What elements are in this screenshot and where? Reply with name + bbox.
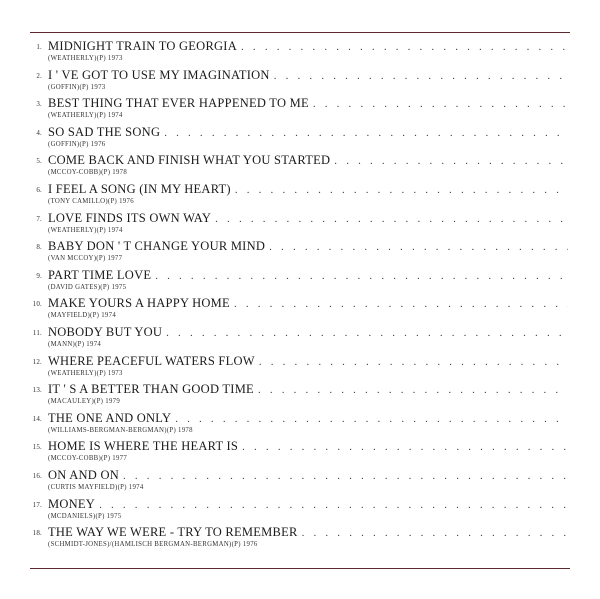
dot-leader <box>259 355 568 369</box>
dot-leader <box>234 297 568 311</box>
track-number: 9. <box>36 271 42 280</box>
track-title-line <box>48 324 568 340</box>
track-row <box>0 381 600 410</box>
dot-leader <box>302 526 568 540</box>
dot-leader <box>215 212 568 226</box>
dot-leader <box>258 383 568 397</box>
track-title: THE ONE AND ONLY <box>48 410 172 425</box>
track-title: BABY DON ' T CHANGE YOUR MIND <box>48 239 266 254</box>
dot-leader <box>123 469 568 483</box>
track-title: PART TIME LOVE <box>48 267 152 282</box>
track-title: LOVE FINDS ITS OWN WAY <box>48 210 212 225</box>
track-credit: (VAN MCCOY)(P) 1977 <box>48 255 123 263</box>
track-title: THE WAY WE WERE - TRY TO REMEMBER <box>48 525 298 540</box>
track-row <box>0 295 600 324</box>
track-title-line <box>48 353 568 369</box>
track-title-line <box>48 152 568 168</box>
track-credit: (MACAULEY)(P) 1979 <box>48 398 121 406</box>
track-credit: (MCDANIELS)(P) 1975 <box>48 512 122 520</box>
track-credit: (TONY CAMILLO)(P) 1976 <box>48 197 134 205</box>
track-number: 15. <box>32 443 42 452</box>
dot-leader <box>175 412 568 426</box>
track-credit: (GOFFIN)(P) 1976 <box>48 140 106 148</box>
track-title-line <box>48 267 568 283</box>
track-row <box>0 38 600 67</box>
track-title: MONEY <box>48 496 96 511</box>
dot-leader <box>241 40 568 54</box>
track-number: 2. <box>36 71 42 80</box>
track-credit: (WEATHERLY)(P) 1974 <box>48 112 123 120</box>
track-title: SO SAD THE SONG <box>48 124 161 139</box>
track-credit: (WEATHERLY)(P) 1974 <box>48 226 123 234</box>
track-number: 10. <box>32 300 42 309</box>
track-number: 11. <box>32 328 42 337</box>
track-title-line <box>48 381 568 397</box>
track-title: NOBODY BUT YOU <box>48 324 163 339</box>
track-title: I FEEL A SONG (IN MY HEART) <box>48 181 231 196</box>
track-credit: (SCHMIDT-JONES)/(HAMLISCH BERGMAN-BERGMAN)(P) 1976 <box>48 541 258 549</box>
track-number: 4. <box>36 128 42 137</box>
track-title-line <box>48 295 568 311</box>
track-number: 12. <box>32 357 42 366</box>
track-row <box>0 324 600 353</box>
track-title: IT ' S A BETTER THAN GOOD TIME <box>48 382 254 397</box>
dot-leader <box>334 154 568 168</box>
track-title: MIDNIGHT TRAIN TO GEORGIA <box>48 39 238 53</box>
track-title: MAKE YOURS A HAPPY HOME <box>48 296 230 311</box>
track-title: COME BACK AND FINISH WHAT YOU STARTED <box>48 153 331 168</box>
bottom-rule <box>30 568 570 569</box>
track-credit: (MCCOY-COBB)(P) 1978 <box>48 169 128 177</box>
dot-leader <box>313 97 568 111</box>
track-title: WHERE PEACEFUL WATERS FLOW <box>48 353 255 368</box>
track-number: 18. <box>32 529 42 538</box>
track-number: 3. <box>36 100 42 109</box>
track-credit: (WEATHERLY)(P) 1973 <box>48 369 123 377</box>
track-row <box>0 267 600 296</box>
dot-leader <box>155 269 568 283</box>
track-title-line <box>48 95 568 111</box>
track-title-line <box>48 238 568 254</box>
dot-leader <box>99 498 568 512</box>
track-number: 13. <box>32 386 42 395</box>
dot-leader <box>274 69 568 83</box>
dot-leader <box>269 240 568 254</box>
track-row <box>0 181 600 210</box>
track-number: 8. <box>36 243 42 252</box>
track-row <box>0 238 600 267</box>
track-title: ON AND ON <box>48 467 119 482</box>
top-rule <box>30 32 570 33</box>
track-title: I ' VE GOT TO USE MY IMAGINATION <box>48 67 270 82</box>
track-row <box>0 524 600 553</box>
track-title-line <box>48 210 568 226</box>
track-number: 16. <box>32 471 42 480</box>
track-title-line <box>48 496 568 512</box>
track-title-line <box>48 38 568 54</box>
track-title-line <box>48 67 568 83</box>
track-row <box>0 152 600 181</box>
track-row <box>0 438 600 467</box>
track-row <box>0 67 600 96</box>
track-list <box>0 38 600 553</box>
track-title: BEST THING THAT EVER HAPPENED TO ME <box>48 96 309 111</box>
track-title-line <box>48 410 568 426</box>
track-credit: (WEATHERLY)(P) 1973 <box>48 55 123 62</box>
dot-leader <box>164 126 568 140</box>
track-row <box>0 210 600 239</box>
dot-leader <box>166 326 568 340</box>
track-title-line <box>48 438 568 454</box>
track-number: 5. <box>36 157 42 166</box>
track-number: 1. <box>36 43 42 51</box>
track-title: HOME IS WHERE THE HEART IS <box>48 439 239 454</box>
track-credit: (GOFFIN)(P) 1973 <box>48 83 106 91</box>
track-title-line <box>48 524 568 540</box>
track-row <box>0 95 600 124</box>
track-credit: (MAYFIELD)(P) 1974 <box>48 312 117 320</box>
track-number: 7. <box>36 214 42 223</box>
track-row <box>0 496 600 525</box>
track-credit: (MCCOY-COBB)(P) 1977 <box>48 455 128 463</box>
track-title-line <box>48 467 568 483</box>
track-title-line <box>48 181 568 197</box>
track-title-line <box>48 124 568 140</box>
track-row <box>0 410 600 439</box>
track-credit: (WILLIAMS-BERGMAN-BERGMAN)(P) 1978 <box>48 426 193 434</box>
track-number: 6. <box>36 185 42 194</box>
track-row <box>0 467 600 496</box>
dot-leader <box>235 183 568 197</box>
track-number: 17. <box>32 500 42 509</box>
track-credit: (DAVID GATES)(P) 1975 <box>48 283 127 291</box>
track-row <box>0 124 600 153</box>
track-credit: (CURTIS MAYFIELD)(P) 1974 <box>48 483 144 491</box>
track-number: 14. <box>32 414 42 423</box>
dot-leader <box>242 440 568 454</box>
track-row <box>0 353 600 382</box>
track-credit: (MANN)(P) 1974 <box>48 340 102 348</box>
